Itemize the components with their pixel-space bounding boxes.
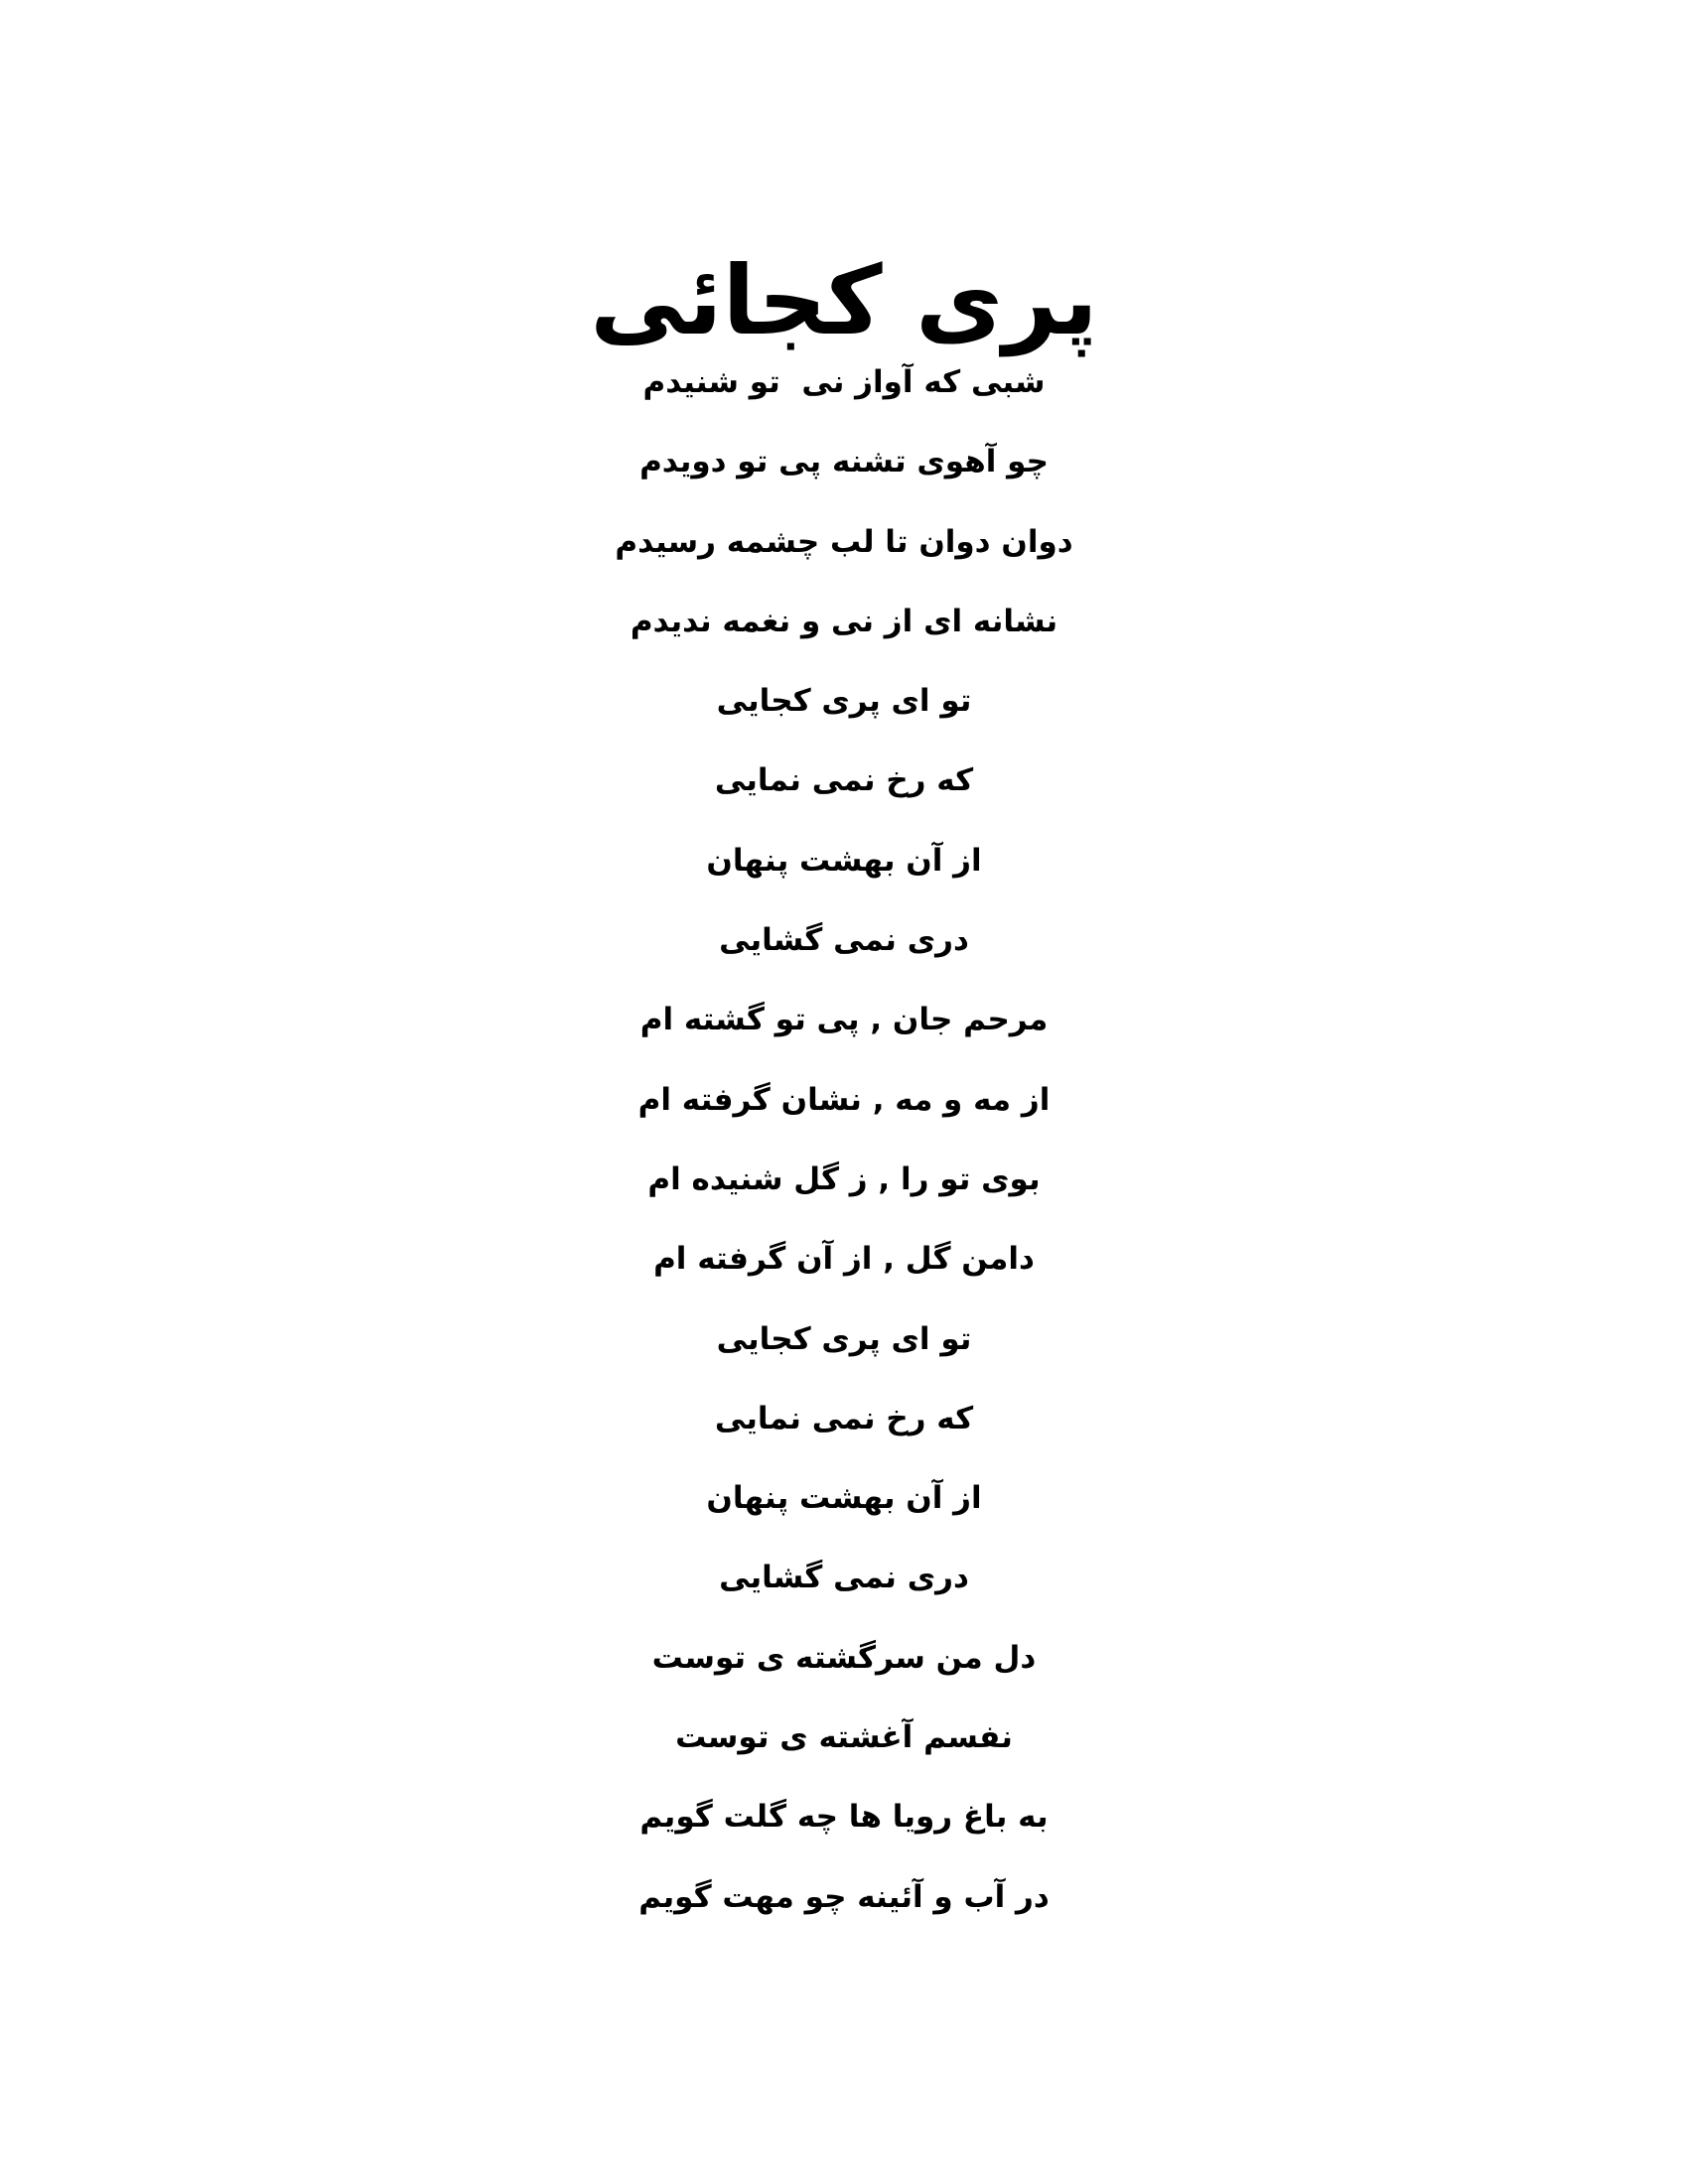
verse-line: از آن بهشت پنهان — [706, 842, 982, 879]
verse-line: به باغ رویا ها چه گلت گویم — [639, 1799, 1049, 1836]
verse-line: چو آهوی تشنه پی تو دویدم — [639, 444, 1049, 480]
verse-line: تو ای پری کجایی — [716, 1320, 972, 1357]
verse-line: نفسم آغشته ی توست — [675, 1719, 1013, 1756]
verse-line: دوان دوان تا لب چشمه رسیدم — [615, 523, 1073, 560]
verse-line: تو ای پری کجایی — [716, 683, 972, 720]
verse-line: که رخ نمی نمایی — [714, 762, 974, 799]
verse-line: در آب و آئینه چو مهت گویم — [638, 1878, 1050, 1915]
verse-line: از آن بهشت پنهان — [706, 1480, 982, 1517]
verse-line: نشانه ای از نی و نغمه ندیدم — [630, 603, 1058, 639]
poem-verses — [0, 352, 1688, 1947]
poem-title: پری کجائی — [590, 245, 1098, 356]
verse-line: از مه و مه , نشان گرفته ام — [637, 1081, 1051, 1118]
verse-line: مرحم جان , پی تو گشته ام — [639, 1002, 1049, 1038]
verse-line: دری نمی گشایی — [719, 1560, 969, 1596]
verse-line: دری نمی گشایی — [719, 922, 969, 959]
verse-line: که رخ نمی نمایی — [714, 1400, 974, 1436]
verse-line: شبی که آواز نی تو شنیدم — [642, 364, 1046, 400]
verse-line: دامن گل , از آن گرفته ام — [653, 1241, 1035, 1278]
verse-line: بوی تو را , ز گل شنیده ام — [647, 1160, 1041, 1197]
verse-line: دل من سرگشته ی توست — [651, 1639, 1037, 1676]
